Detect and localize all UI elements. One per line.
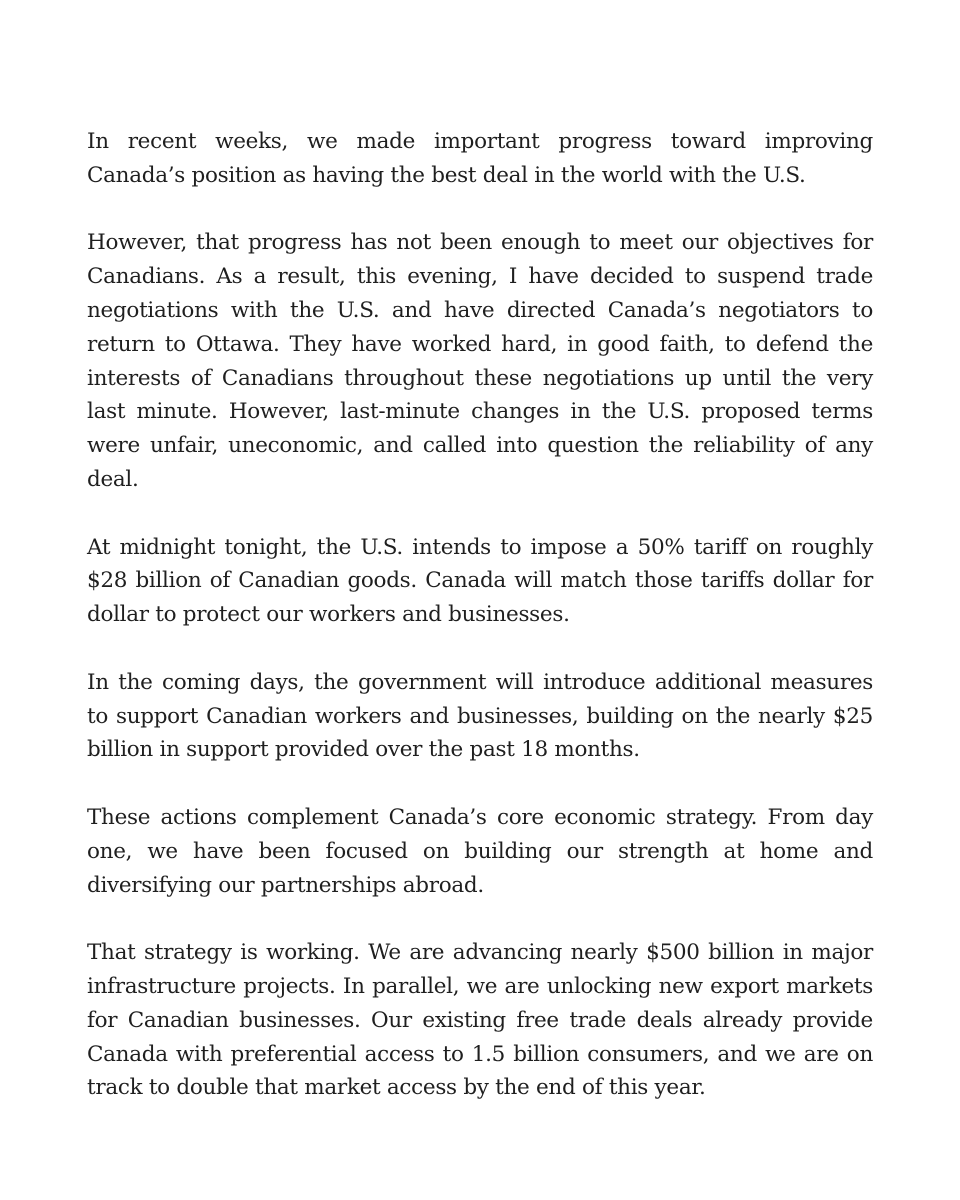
paragraph-strategy-working: That strategy is working. We are advancing nearly $500 billion in major infrastructure projects. In parallel, we are unlocking new export markets for Canadian businesses. Our existing free trade deals already provide Canada with preferential access to 1.5 billion consumers, and we are on track to double that market access by the end of this year. <box>87 940 873 1101</box>
paragraph-suspend-negotiations: However, that progress has not been enough to meet our objectives for Canadians. As a result, this evening, I have decided to suspend trade negotiations with the U.S. and have directed Canada’s negotiators to return to Ottawa. They have worked hard, in good faith, to defend the interests of Canadians throughout these negotiations up until the very last minute. However, last-minute changes in the U.S. proposed terms were unfair, uneconomic, and called into question the reliability of any deal. <box>87 230 873 492</box>
paragraph-progress: In recent weeks, we made important progress toward improving Canada’s position as having the best deal in the world with the U.S. <box>87 129 873 188</box>
statement-body <box>87 125 873 1139</box>
paragraph-support-measures: In the coming days, the government will introduce additional measures to support Canadian workers and businesses, building on the nearly $25 billion in support provided over the past 18 months. <box>87 669 873 763</box>
paragraph-economic-strategy: These actions complement Canada’s core economic strategy. From day one, we have been focused on building our strength at home and diversifying our partnerships abroad. <box>87 804 873 898</box>
paragraph-tariffs: At midnight tonight, the U.S. intends to impose a 50% tariff on roughly $28 billion of Canadian goods. Canada will match those tariffs dollar for dollar to protect our workers and businesses. <box>87 534 873 628</box>
